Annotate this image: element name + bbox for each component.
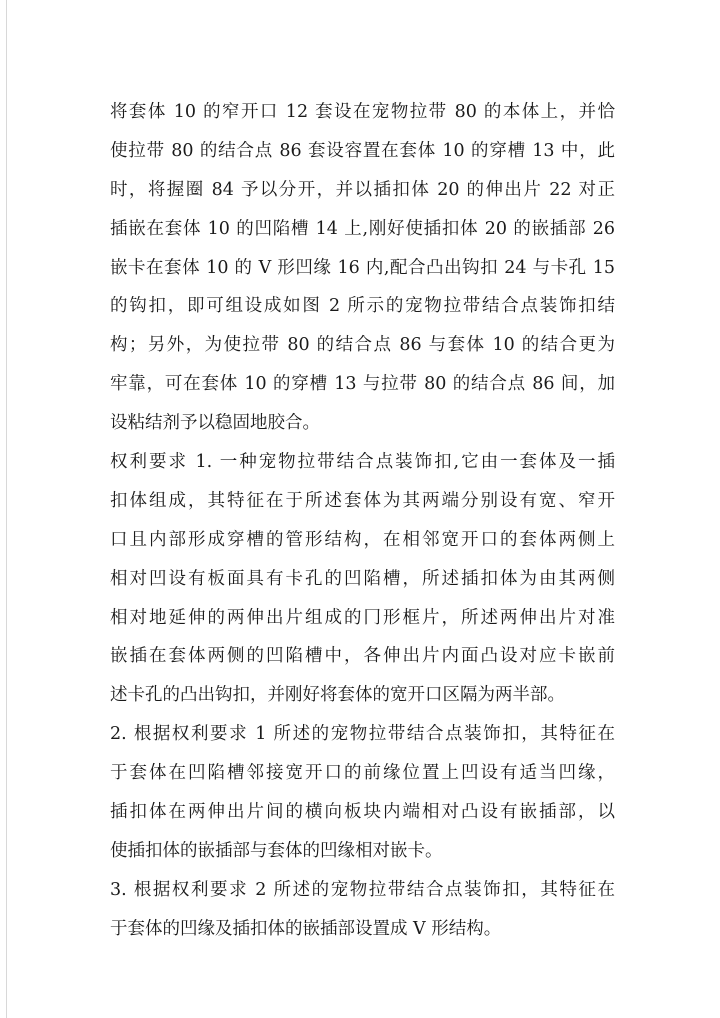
body-line: 使拉带 80 的结合点 86 套设容置在套体 10 的穿槽 13 中，此 (110, 140, 615, 161)
claim-line: 述卡孔的凸出钩扣，并刚好将套体的宽开口区隔为两半部。 (110, 685, 565, 706)
document-body (110, 93, 615, 949)
claim-line: 扣体组成，其特征在于所述套体为其两端分别设有宽、窄开 (110, 490, 615, 511)
body-line: 设粘结剂予以稳固地胶合。 (110, 413, 320, 434)
body-line: 牢靠，可在套体 10 的穿槽 13 与拉带 80 的结合点 86 间，加 (110, 374, 615, 395)
body-line: 将套体 10 的窄开口 12 套设在宠物拉带 80 的本体上，并恰 (110, 102, 615, 122)
page-edge-line (6, 0, 7, 1018)
claim-line: 于套体在凹陷槽邻接宽开口的前缘位置上凹设有适当凹缘， (110, 763, 615, 784)
claim-line: 3. 根据权利要求 2 所述的宠物拉带结合点装饰扣，其特征在 (110, 879, 615, 900)
body-line: 构；另外，为使拉带 80 的结合点 86 与套体 10 的结合更为 (110, 335, 615, 356)
claim-line: 嵌插在套体两侧的凹陷槽中，各伸出片内面凸设对应卡嵌前 (110, 646, 615, 667)
claim-line: 相对地延伸的两伸出片组成的冂形框片，所述两伸出片对准 (110, 607, 615, 628)
claim-line: 2. 根据权利要求 1 所述的宠物拉带结合点装饰扣，其特征在 (110, 724, 615, 745)
body-line: 时，将握圈 84 予以分开，并以插扣体 20 的伸出片 22 对正 (110, 179, 615, 200)
claim-line: 相对凹设有板面具有卡孔的凹陷槽，所述插扣体为由其两侧 (110, 568, 615, 589)
body-line: 嵌卡在套体 10 的 V 形凹缘 16 内,配合凸出钩扣 24 与卡孔 15 (110, 257, 615, 278)
claim-line: 于套体的凹缘及插扣体的嵌插部设置成 V 形结构。 (110, 918, 502, 939)
claim-line: 插扣体在两伸出片间的横向板块内端相对凸设有嵌插部，以 (110, 802, 615, 823)
claim-line: 权利要求 1. 一种宠物拉带结合点装饰扣,它由一套体及一插 (110, 452, 615, 473)
claim-line: 使插扣体的嵌插部与套体的凹缘相对嵌卡。 (110, 840, 443, 861)
body-line: 的钩扣，即可组设成如图 2 所示的宠物拉带结合点装饰扣结 (110, 296, 615, 317)
body-line: 插嵌在套体 10 的凹陷槽 14 上,刚好使插扣体 20 的嵌插部 26 (110, 218, 615, 239)
claim-line: 口且内部形成穿槽的管形结构，在相邻宽开口的套体两侧上 (110, 529, 615, 550)
